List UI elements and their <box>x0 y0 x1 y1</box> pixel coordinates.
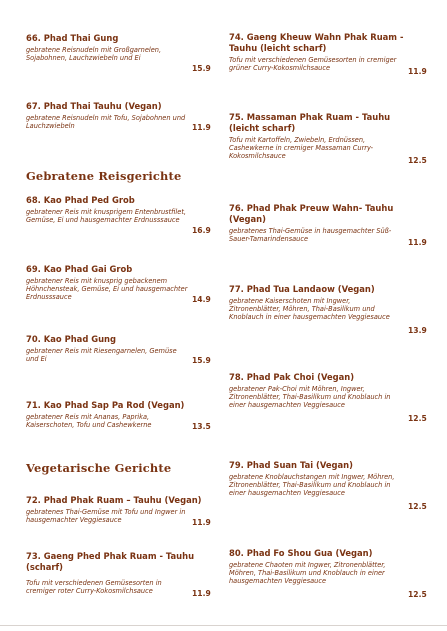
item-price: 11.9 <box>408 238 427 247</box>
item-description: gebratenes Thai-Gemüse in hausgemachter Süß-Sauer-Tamarindensauce <box>229 227 392 244</box>
menu-item-76 <box>229 203 407 243</box>
item-description: gebratene Reisnudeln mit Großgarnelen, Sojabohnen, Lauchzwiebeln und Ei <box>26 46 162 63</box>
item-price: 12.5 <box>408 414 427 423</box>
item-title: 71. Kao Phad Sap Pa Rod (Vegan) <box>26 400 185 410</box>
item-title: 70. Kao Phad Gung <box>26 334 117 344</box>
item-title: 80. Phad Fo Shou Gua (Vegan) <box>229 548 373 558</box>
item-price: 14.9 <box>192 295 211 304</box>
item-description: gebratene Chaoten mit Ingwer, Zitronenblätter, Möhren, Thai-Basilikum und Knoblauch in einer hausgemachten Veggiesauce <box>229 561 386 586</box>
item-title: 76. Phad Phak Preuw Wahn- Tauhu (Vegan) <box>229 203 394 224</box>
item-description: gebratener Reis mit knusprig gebackenem Höhnchensteak, Gemüse, Ei und hausgemachter Erdnusssauce <box>26 277 188 302</box>
item-title: 79. Phad Suan Tai (Vegan) <box>229 460 353 470</box>
menu-item-67 <box>26 101 188 130</box>
menu-item-79 <box>229 460 407 498</box>
menu-item-73 <box>26 551 201 595</box>
item-price: 11.9 <box>192 589 211 598</box>
item-description: gebratener Reis mit Riesengarnelen, Gemüse und Ei <box>26 347 177 364</box>
item-description: gebratener Pak-Choi mit Möhren, Ingwer, Zitronenblätter, Thai-Basilikum und Knoblauch in einer hausgemachten Veggiesauce <box>229 385 391 410</box>
item-price: 11.9 <box>192 518 211 527</box>
item-title: 72. Phad Phak Ruam – Tauhu (Vegan) <box>26 495 202 505</box>
menu-item-69 <box>26 264 191 302</box>
item-title: 66. Phad Thai Gung <box>26 33 119 43</box>
item-description: Tofu mit verschiedenen Gemüsesorten in cremiger roter Curry-Kokosmilchsauce <box>26 579 162 596</box>
item-description: gebratene Kaiserschoten mit Ingwer, Zitronenblätter, Möhren, Thai-Basilikum und Knoblauch in einer hausgemachten Veggiesauce <box>229 297 390 322</box>
menu-item-68 <box>26 195 188 224</box>
item-price: 15.9 <box>192 64 211 73</box>
menu-item-80 <box>229 548 407 586</box>
menu-item-70 <box>26 334 186 363</box>
item-description: gebratener Reis mit knusprigem Entenbrustfilet, Gemüse, Ei und hausgemachter Erdnusssauce <box>26 208 186 225</box>
item-description: gebratener Reis mit Ananas, Paprika, Kaiserschoten, Tofu und Cashewkerne <box>26 413 152 430</box>
item-price: 11.9 <box>192 123 211 132</box>
item-title: 74. Gaeng Kheuw Wahn Phak Ruam - Tauhu (leicht scharf) <box>229 32 404 53</box>
item-title: 69. Kao Phad Gai Grob <box>26 264 133 274</box>
item-title: 68. Kao Phad Ped Grob <box>26 195 135 205</box>
item-price: 11.9 <box>408 67 427 76</box>
item-price: 12.5 <box>408 156 427 165</box>
item-title: 67. Phad Thai Tauhu (Vegan) <box>26 101 162 111</box>
section-heading-fried-rice: Gebratene Reisgerichte <box>26 169 182 183</box>
item-description: gebratene Knoblauchstangen mit Ingwer, Möhren, Zitronenblätter, Thai-Basilikum und Knoblauch in einer hausgemachten Veggiesauce <box>229 473 395 498</box>
menu-item-71 <box>26 400 188 429</box>
menu-item-74 <box>229 32 411 72</box>
item-price: 12.5 <box>408 590 427 599</box>
page-bottom-divider <box>0 625 447 626</box>
item-price: 13.9 <box>408 326 427 335</box>
section-heading-vegetarian: Vegetarische Gerichte <box>26 461 172 475</box>
item-title: 77. Phad Tua Landaow (Vegan) <box>229 284 375 294</box>
item-title: 78. Phad Pak Choi (Vegan) <box>229 372 355 382</box>
item-price: 15.9 <box>192 356 211 365</box>
item-description: gebratene Reisnudeln mit Tofu, Sojabohnen und Lauchzwiebeln <box>26 114 186 131</box>
item-description: Tofu mit verschiedenen Gemüsesorten in cremiger grüner Curry-Kokosmilchsauce <box>229 56 397 73</box>
item-price: 12.5 <box>408 502 427 511</box>
item-description: gebratenes Thai-Gemüse mit Tofu und Ingwer in hausgemachter Veggiesauce <box>26 508 186 525</box>
menu-item-66 <box>26 33 188 62</box>
menu-item-77 <box>229 284 407 322</box>
item-title: 73. Gaeng Phed Phak Ruam - Tauhu (scharf) <box>26 551 195 572</box>
item-price: 16.9 <box>192 226 211 235</box>
item-price: 13.5 <box>192 422 211 431</box>
menu-item-78 <box>229 372 407 410</box>
menu-item-75 <box>229 112 407 161</box>
item-title: 75. Massaman Phak Ruam - Tauhu (leicht scharf) <box>229 112 391 133</box>
item-description: Tofu mit Kartoffeln, Zwiebeln, Erdnüssen, Cashewkerne in cremiger Massaman Curry-Kokosmilchsauce <box>229 136 374 161</box>
menu-item-72 <box>26 495 212 524</box>
